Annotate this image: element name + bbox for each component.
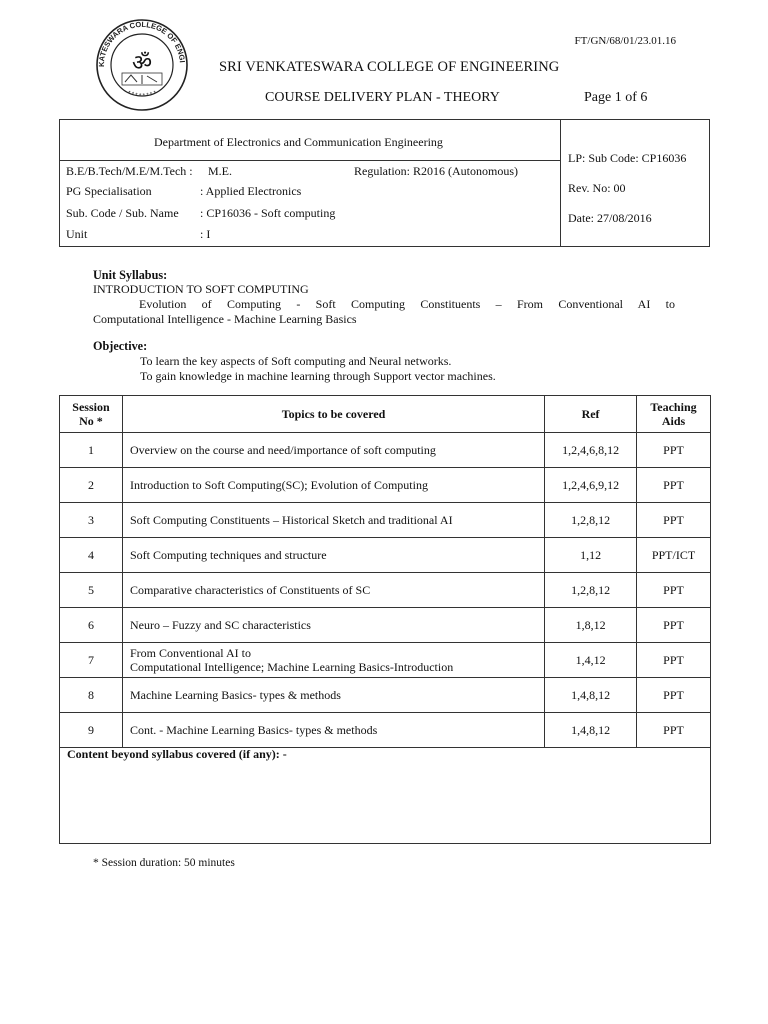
content-beyond-label: Content beyond syllabus covered (if any): - — [67, 747, 287, 761]
department-name: Department of Electronics and Communication Engineering — [154, 135, 443, 149]
session-aid: PPT — [637, 713, 711, 748]
revision-number: Rev. No: 00 — [568, 181, 626, 195]
session-ref: 1,12 — [545, 538, 637, 573]
session-number: 2 — [60, 468, 123, 503]
unit-label: Unit — [66, 227, 88, 241]
college-logo — [95, 18, 189, 112]
divider — [560, 120, 561, 246]
session-number: 6 — [60, 608, 123, 643]
session-aid: PPT — [637, 573, 711, 608]
pg-specialisation-label: PG Specialisation — [66, 184, 152, 198]
session-number: 9 — [60, 713, 123, 748]
session-topic-line: Computational Intelligence; Machine Learning Basics-Introduction — [129, 660, 454, 674]
table-row — [60, 573, 711, 608]
session-topic: Cont. - Machine Learning Basics- types & methods — [122, 713, 544, 748]
subject-label: Sub. Code / Sub. Name — [66, 206, 179, 220]
degree-value: M.E. — [208, 164, 232, 178]
session-topic: Soft Computing Constituents – Historical Sketch and traditional AI — [122, 503, 544, 538]
pg-specialisation-value: : Applied Electronics — [200, 184, 302, 198]
session-number: 3 — [60, 503, 123, 538]
regulation: Regulation: R2016 (Autonomous) — [354, 164, 518, 178]
table-row — [60, 713, 711, 748]
session-aid: PPT — [637, 643, 711, 678]
session-topic — [122, 643, 544, 678]
session-table — [59, 395, 711, 748]
session-number: 5 — [60, 573, 123, 608]
session-number: 8 — [60, 678, 123, 713]
session-aid: PPT — [637, 433, 711, 468]
session-ref: 1,4,8,12 — [545, 678, 637, 713]
objective-label: Objective: — [93, 339, 148, 353]
session-topic: Comparative characteristics of Constituents of SC — [122, 573, 544, 608]
unit-title: INTRODUCTION TO SOFT COMPUTING — [93, 282, 309, 296]
session-number: 7 — [60, 643, 123, 678]
table-row — [60, 643, 711, 678]
svg-text:SRI VENKATESWARA COLLEGE OF EN: KATESWARA COLLEGE OF ENGI — [96, 19, 187, 68]
divider — [60, 160, 560, 161]
topics-header: Topics to be covered — [122, 396, 544, 433]
session-number: 1 — [60, 433, 123, 468]
syllabus-line-2: Computational Intelligence - Machine Learning Basics — [93, 312, 357, 326]
table-row — [60, 538, 711, 573]
session-ref: 1,4,8,12 — [545, 713, 637, 748]
session-aid: PPT — [637, 608, 711, 643]
session-ref: 1,8,12 — [545, 608, 637, 643]
degree-label: B.E/B.Tech/M.E/M.Tech : — [66, 164, 193, 178]
unit-syllabus-label: Unit Syllabus: — [93, 268, 168, 282]
session-ref: 1,2,4,6,8,12 — [545, 433, 637, 468]
course-header-box — [59, 119, 710, 247]
session-topic: Neuro – Fuzzy and SC characteristics — [122, 608, 544, 643]
session-aid: PPT/ICT — [637, 538, 711, 573]
table-row — [60, 678, 711, 713]
session-ref: 1,4,12 — [545, 643, 637, 678]
session-ref: 1,2,8,12 — [545, 573, 637, 608]
table-row — [60, 433, 711, 468]
document-reference: FT/GN/68/01/23.01.16 — [574, 35, 676, 47]
table-row — [60, 468, 711, 503]
college-name: SRI VENKATESWARA COLLEGE OF ENGINEERING — [219, 59, 560, 75]
page-indicator: Page 1 of 6 — [584, 90, 648, 105]
session-ref: 1,2,4,6,9,12 — [545, 468, 637, 503]
teaching-aids-header: Teaching Aids — [637, 396, 711, 433]
svg-text:* * * * * * * *: * * * * * * * * — [126, 90, 158, 100]
session-aid: PPT — [637, 503, 711, 538]
table-row — [60, 608, 711, 643]
session-aid: PPT — [637, 468, 711, 503]
unit-value: : I — [200, 227, 211, 241]
objective-item: To learn the key aspects of Soft computing and Neural networks. — [140, 354, 452, 368]
ref-header: Ref — [545, 396, 637, 433]
table-header-row — [60, 396, 711, 433]
objective-item: To gain knowledge in machine learning through Support vector machines. — [140, 369, 496, 383]
session-topic-line: From Conventional AI to — [129, 646, 251, 660]
session-topic: Introduction to Soft Computing(SC); Evolution of Computing — [122, 468, 544, 503]
plan-title: COURSE DELIVERY PLAN - THEORY — [265, 90, 500, 105]
session-number: 4 — [60, 538, 123, 573]
session-topic: Machine Learning Basics- types & methods — [122, 678, 544, 713]
svg-text:ॐ: ॐ — [131, 51, 153, 76]
subject-value: : CP16036 - Soft computing — [200, 206, 336, 220]
lp-subject-code: LP: Sub Code: CP16036 — [568, 151, 687, 165]
syllabus-line-1: Evolution of Computing - Soft Computing Constituents – From Conventional AI to — [139, 297, 675, 311]
session-topic: Soft Computing techniques and structure — [122, 538, 544, 573]
plan-date: Date: 27/08/2016 — [568, 211, 652, 225]
session-aid: PPT — [637, 678, 711, 713]
session-topic: Overview on the course and need/importance of soft computing — [122, 433, 544, 468]
session-no-header: Session No * — [60, 396, 123, 433]
content-beyond-box — [59, 746, 711, 844]
table-row — [60, 503, 711, 538]
session-duration-note: * Session duration: 50 minutes — [93, 857, 235, 869]
session-ref: 1,2,8,12 — [545, 503, 637, 538]
